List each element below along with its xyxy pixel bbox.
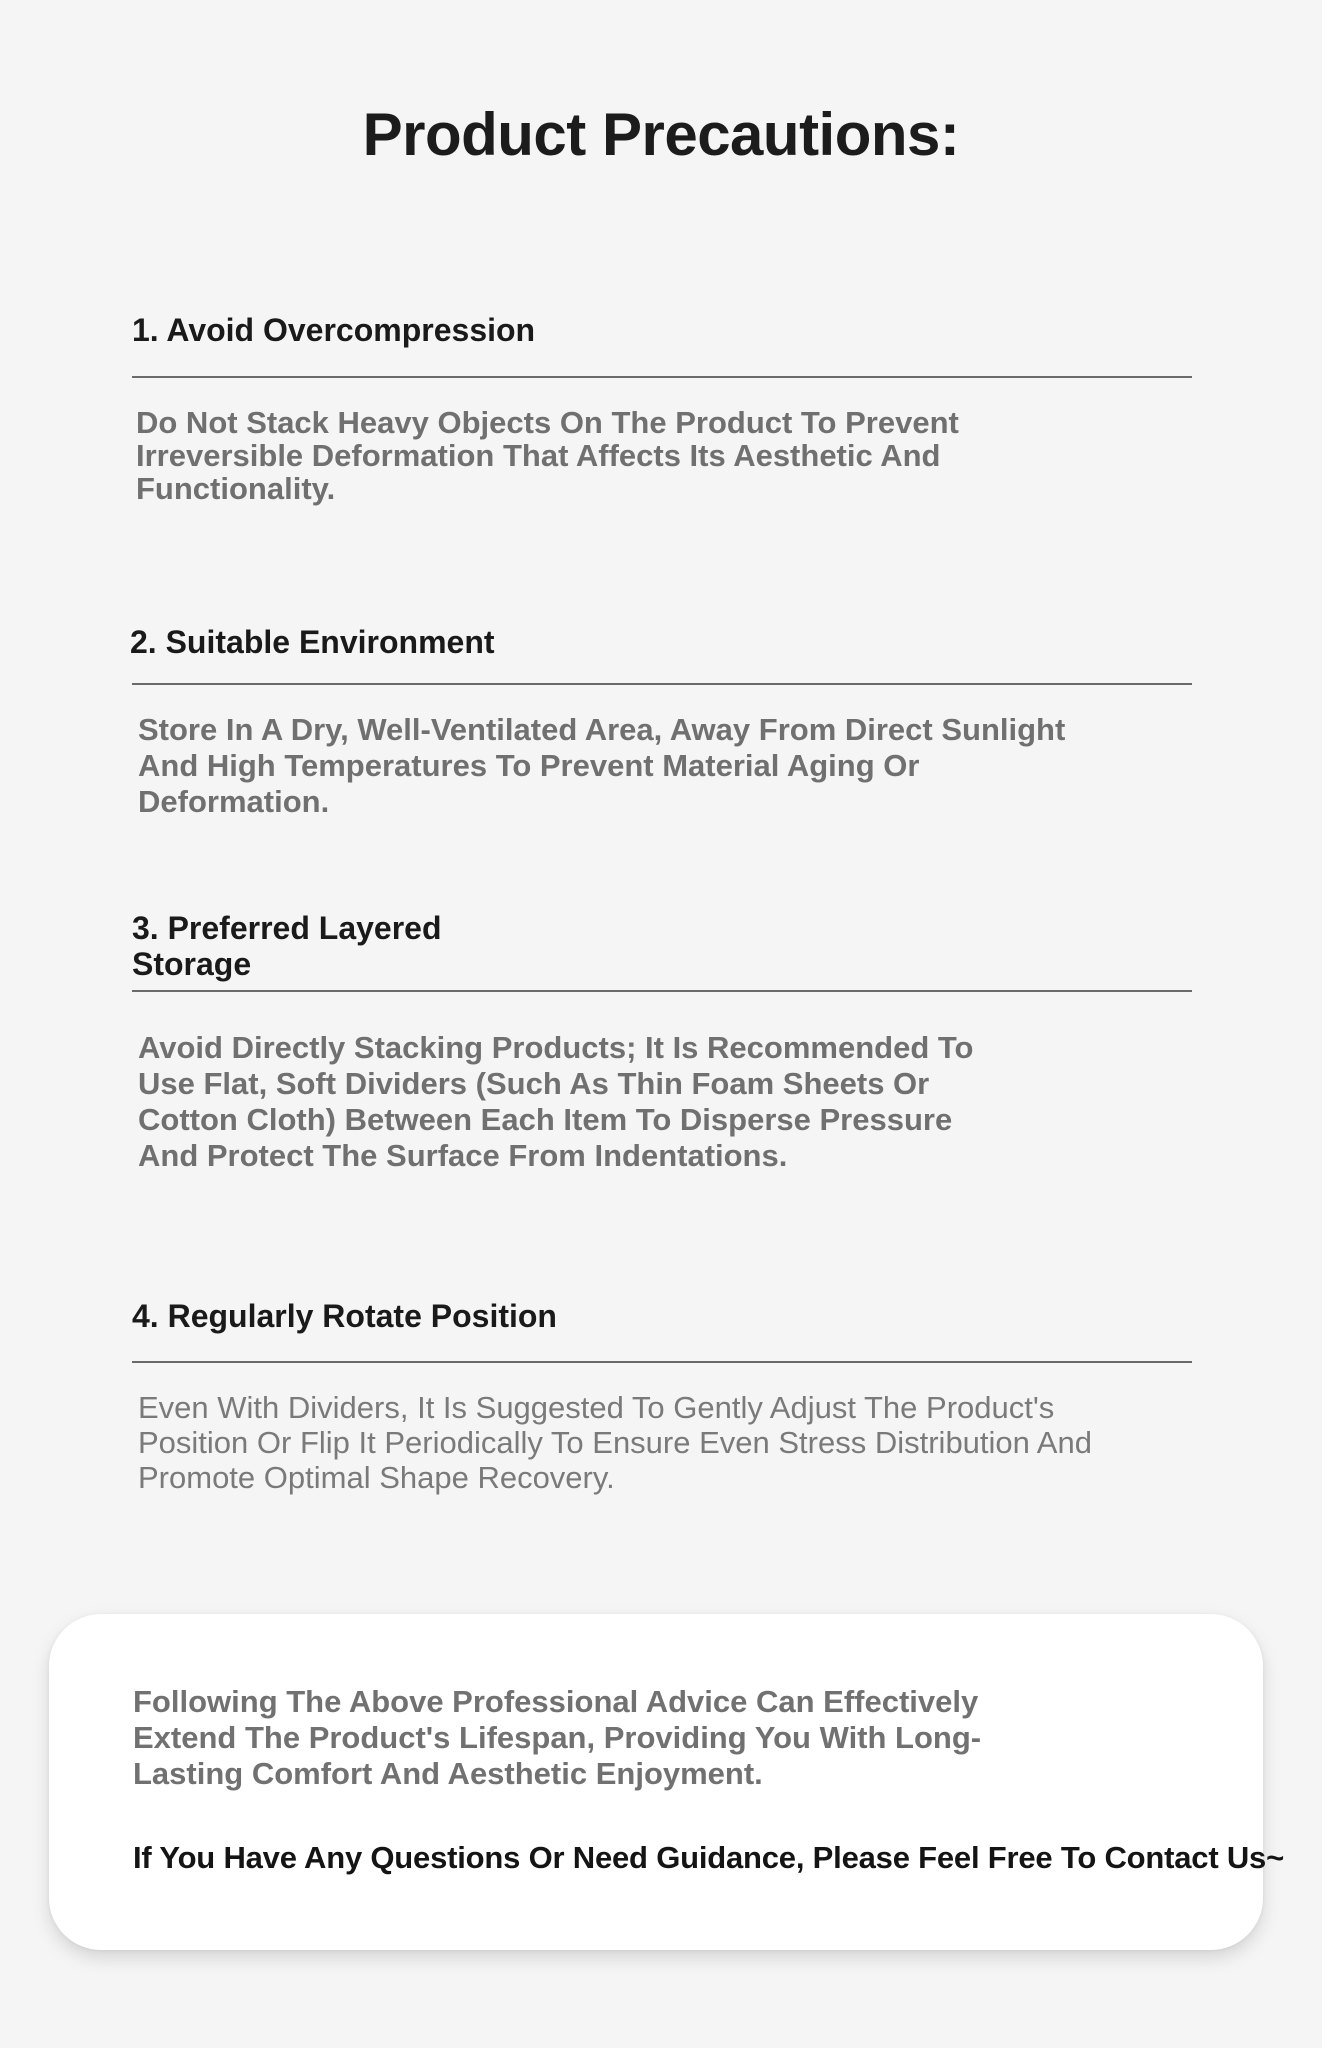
section-divider: [132, 683, 1192, 685]
section-body: Do Not Stack Heavy Objects On The Product To Prevent Irreversible Deformation That Affects Its Aesthetic And Functionality.: [136, 405, 959, 506]
section-divider: [132, 1361, 1192, 1363]
section-body: Store In A Dry, Well-Ventilated Area, Away From Direct Sunlight And High Temperatures To Prevent Material Aging Or Deformation.: [138, 712, 1066, 819]
page-title: Product Precautions:: [362, 101, 960, 168]
closing-advice: Following The Above Professional Advice Can Effectively Extend The Product's Lifespan, Providing You With Long-Lasting Comfort And Aesthetic Enjoyment.: [133, 1684, 982, 1791]
section-heading: 3. Preferred Layered Storage: [132, 910, 442, 982]
section-body: Avoid Directly Stacking Products; It Is Recommended To Use Flat, Soft Dividers (Such As Thin Foam Sheets Or Cotton Cloth) Between Each Item To Disperse Pressure And Protect The Surface From Indentations.: [138, 1030, 974, 1173]
section-divider: [132, 990, 1192, 992]
closing-card: [49, 1614, 1284, 1950]
section-heading: 1. Avoid Overcompression: [132, 312, 536, 348]
section-divider: [132, 376, 1192, 378]
section-heading: 2. Suitable Environment: [130, 624, 495, 660]
section-body: Even With Dividers, It Is Suggested To Gently Adjust The Product's Position Or Flip It Periodically To Ensure Even Stress Distribution And Promote Optimal Shape Recovery.: [138, 1390, 1092, 1495]
contact-invitation: If You Have Any Questions Or Need Guidance, Please Feel Free To Contact Us~: [133, 1840, 1284, 1875]
section-heading: 4. Regularly Rotate Position: [132, 1298, 557, 1334]
